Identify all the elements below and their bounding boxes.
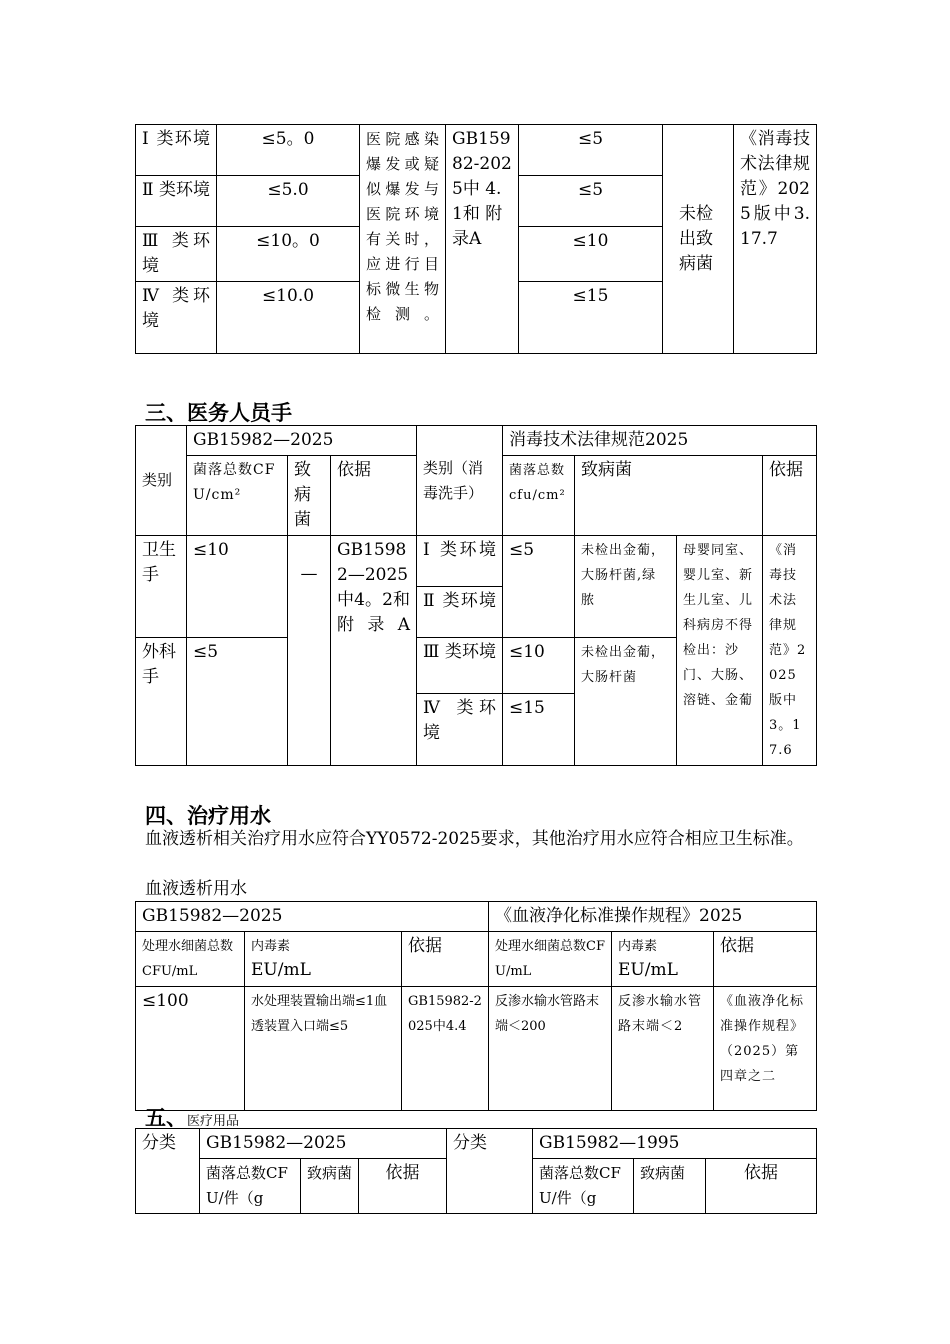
table-cell: Ⅲ 类环境: [136, 227, 217, 282]
table-cell: Ⅳ 类环境: [417, 694, 503, 766]
table-cell: 医院感染爆发或疑似爆发与医院环境有关时，应进行目标微生物检测。: [360, 125, 446, 354]
table-header: 依据: [402, 932, 489, 987]
table-header: GB15982—1995: [533, 1129, 817, 1159]
table-header: 致病菌: [301, 1159, 359, 1214]
table-cell: Ⅰ 类环境: [417, 536, 503, 587]
table-cell: ≤10: [503, 638, 575, 694]
table-header: 处理水细菌总数CFU/mL: [489, 932, 612, 987]
section-heading-hands: 三、医务人员手: [145, 401, 292, 425]
table-header: GB15982—2025: [187, 426, 417, 456]
table-header: 依据: [763, 456, 817, 536]
table-cell: 外科手: [136, 638, 187, 766]
section-paragraph: 血液透析相关治疗用水应符合YY0572-2025要求，其他治疗用水应符合相应卫生标准。: [145, 829, 804, 849]
table-header: 分类: [136, 1129, 200, 1214]
table-header: 类别（消毒洗手）: [417, 426, 503, 536]
table-cell: 母婴同室、婴儿室、新生儿室、儿科病房不得检出：沙门、大肠、溶链、金葡: [677, 536, 763, 766]
table-cell: —: [288, 536, 331, 766]
table-cell: 水处理装置输出端≤1血透装置入口端≤5: [245, 987, 402, 1111]
table-header: 内毒素 EU/mL: [612, 932, 714, 987]
table-header: 依据: [714, 932, 817, 987]
table-cell: ≤5: [519, 176, 663, 227]
table-header: GB15982—2025: [136, 902, 489, 932]
table-header: 分类: [447, 1129, 533, 1214]
section-subtitle: 医疗用品: [187, 1114, 240, 1129]
table-cell: ≤100: [136, 987, 245, 1111]
hands-table: [135, 425, 817, 766]
table-cell: 反渗水输水管路末端＜200: [489, 987, 612, 1111]
table-cell: ≤5。0: [217, 125, 360, 176]
table-cell: ≤5.0: [217, 176, 360, 227]
table-cell: 《消毒技术法律规范》2025版中3。17.6: [763, 536, 817, 766]
table-header: 类别: [136, 426, 187, 536]
table-cell: 未检出致病菌: [663, 125, 734, 354]
table-header: 消毒技术法律规范2025: [503, 426, 817, 456]
environment-table: [135, 124, 817, 354]
table-cell: GB15982-2025中 4.1和 附录A: [446, 125, 519, 354]
table-cell: 反渗水输水管路末端＜2: [612, 987, 714, 1111]
table-cell: ≤15: [519, 282, 663, 354]
table-header: 菌落总数CFU/cm²: [187, 456, 288, 536]
table-cell: ≤5: [187, 638, 288, 766]
table-cell: Ⅱ 类环境: [136, 176, 217, 227]
table-header: 依据: [359, 1159, 447, 1214]
table-cell: 未检出金葡，大肠杆菌,绿脓: [575, 536, 677, 638]
table-cell: 卫生手: [136, 536, 187, 638]
table-header: 内毒素 EU/mL: [245, 932, 402, 987]
table-cell: ≤10: [187, 536, 288, 638]
table-cell: ≤10: [519, 227, 663, 282]
table-header: 《血液净化标准操作规程》2025: [489, 902, 817, 932]
section-heading-water: 四、治疗用水: [145, 804, 271, 828]
table-header: 致病菌: [288, 456, 331, 536]
dialysis-water-table: [135, 901, 817, 1111]
table-header: 依据: [706, 1159, 817, 1214]
table-cell: 《血液净化标准操作规程》（2025）第四章之二: [714, 987, 817, 1111]
table-cell: 《消毒技术法律规范》2025版中3.17.7: [734, 125, 817, 354]
table-cell: ≤10。0: [217, 227, 360, 282]
table-cell: ≤5: [519, 125, 663, 176]
section-number: 五、: [145, 1106, 187, 1130]
table-cell: ≤15: [503, 694, 575, 766]
table-header: 菌落总数CFU/件（g: [200, 1159, 301, 1214]
table-header: 处理水细菌总数CFU/mL: [136, 932, 245, 987]
table-header: 依据: [331, 456, 417, 536]
table-header: 菌落总数cfu/cm²: [503, 456, 575, 536]
table-cell: ≤10.0: [217, 282, 360, 354]
table-header: GB15982—2025: [200, 1129, 447, 1159]
table-cell: Ⅲ 类环境: [417, 638, 503, 694]
table-header: 致病菌: [634, 1159, 706, 1214]
table-cell: ≤5: [503, 536, 575, 638]
table-cell: Ⅰ 类环境: [136, 125, 217, 176]
table-cell: GB15982-2025中4.4: [402, 987, 489, 1111]
table-cell: 未检出金葡，大肠杆菌: [575, 638, 677, 766]
medical-supplies-table: [135, 1128, 817, 1214]
table-header: 菌落总数CFU/件（g: [533, 1159, 634, 1214]
table-cell: GB15982—2025中4。2和附录A: [331, 536, 417, 766]
table-cell: Ⅱ 类环境: [417, 587, 503, 638]
section-subtitle: 血液透析用水: [145, 879, 247, 899]
table-cell: Ⅳ 类环境: [136, 282, 217, 354]
table-header: 致病菌: [575, 456, 763, 536]
